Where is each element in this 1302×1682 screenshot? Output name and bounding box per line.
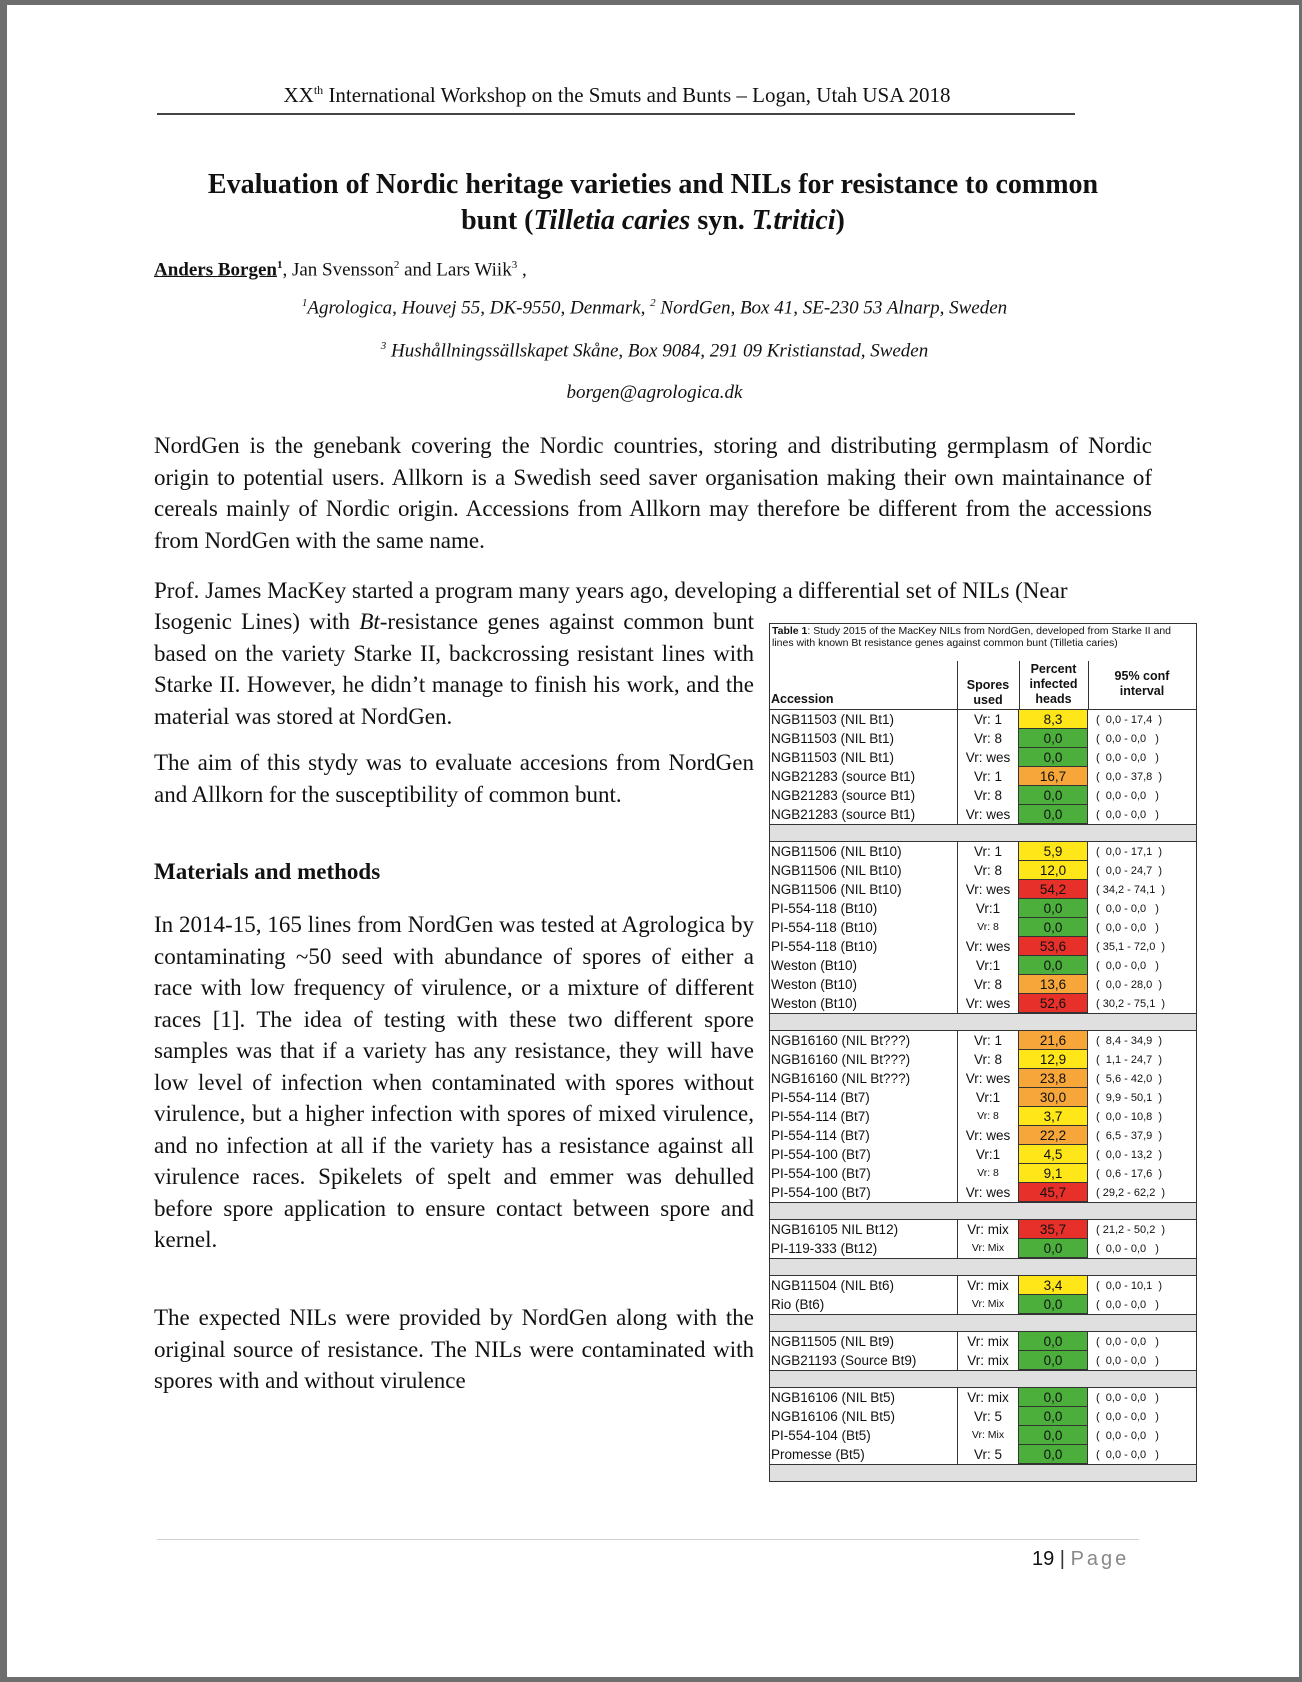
- cell-spores: Vr: 8: [957, 1107, 1019, 1126]
- cell-accession: Rio (Bt6): [771, 1297, 825, 1312]
- table-row: [770, 767, 1196, 786]
- table-row: [770, 710, 1196, 729]
- cell-accession: NGB11503 (NIL Bt1): [771, 712, 895, 727]
- cell-accession: NGB16160 (NIL Bt???): [771, 1071, 911, 1086]
- cell-percent: 52,6: [1019, 994, 1088, 1013]
- table-row: [770, 842, 1196, 861]
- cell-percent: 53,6: [1019, 937, 1088, 956]
- paragraph-aim: The aim of this stydy was to evaluate accesions from NordGen and Allkorn for the susceptibility of common bunt.: [154, 750, 754, 807]
- table-row: [770, 1276, 1196, 1295]
- cell-spores: Vr:1: [957, 899, 1019, 918]
- cell-accession: NGB11506 (NIL Bt10): [771, 863, 902, 878]
- paper-title: [157, 167, 1149, 239]
- cell-percent: 5,9: [1019, 842, 1088, 861]
- table-row: [770, 1107, 1196, 1126]
- paragraph-intro: NordGen is the genebank covering the Nordic countries, storing and distributing germplasm of Nordic origin to potential users. Allkorn is a Swedish seed saver organisation making their own maintainance of cereals mainly of Nordic origin. Accessions from Allkorn may therefore be different from the accessions from NordGen with the same name.: [154, 433, 1152, 553]
- cell-conf-interval: ( 0,0 - 0,0 ): [1096, 959, 1159, 972]
- cell-accession: PI-554-100 (Bt7): [771, 1166, 871, 1181]
- cell-spores: Vr: mix: [957, 1351, 1019, 1370]
- cell-spores: Vr: wes: [957, 748, 1019, 767]
- cell-accession: Weston (Bt10): [771, 958, 858, 973]
- results-table: [769, 623, 1197, 1482]
- cell-accession: NGB16105 NIL Bt12): [771, 1222, 899, 1237]
- header-text-rest: International Workshop on the Smuts and Bunts – Logan, Utah USA 2018: [323, 83, 951, 107]
- cell-percent: 0,0: [1019, 1445, 1088, 1464]
- table-row: [770, 1351, 1196, 1370]
- cell-accession: PI-554-100 (Bt7): [771, 1185, 871, 1200]
- cell-spores: Vr: mix: [957, 1220, 1019, 1239]
- cell-spores: Vr: wes: [957, 880, 1019, 899]
- cell-percent: 0,0: [1019, 956, 1088, 975]
- cell-conf-interval: ( 0,0 - 0,0 ): [1096, 808, 1159, 821]
- table-group-separator: [769, 824, 1197, 842]
- cell-percent: 45,7: [1019, 1183, 1088, 1202]
- table-row: [770, 729, 1196, 748]
- table-group-separator: [769, 1258, 1197, 1276]
- cell-conf-interval: ( 0,0 - 17,4 ): [1096, 713, 1163, 726]
- cell-conf-interval: ( 30,2 - 75,1 ): [1096, 997, 1166, 1010]
- cell-conf-interval: ( 0,0 - 13,2 ): [1096, 1148, 1163, 1161]
- table-row: [770, 1407, 1196, 1426]
- cell-percent: 0,0: [1019, 1426, 1088, 1445]
- table-row: [770, 994, 1196, 1013]
- cell-spores: Vr: Mix: [957, 1239, 1019, 1258]
- cell-spores: Vr: 5: [957, 1407, 1019, 1426]
- cell-percent: 0,0: [1019, 1332, 1088, 1351]
- footer-divider: [157, 1539, 1139, 1540]
- title-line-1: Evaluation of Nordic heritage varieties and NILs for resistance to common: [207, 169, 1099, 200]
- cell-percent: 0,0: [1019, 748, 1088, 767]
- cell-accession: PI-554-104 (Bt5): [771, 1428, 871, 1443]
- table-row: [770, 1069, 1196, 1088]
- cell-percent: 21,6: [1019, 1031, 1088, 1050]
- table-row: [770, 1239, 1196, 1258]
- cell-accession: PI-119-333 (Bt12): [771, 1241, 878, 1256]
- cell-accession: NGB11504 (NIL Bt6): [771, 1278, 895, 1293]
- cell-percent: 0,0: [1019, 805, 1088, 824]
- paragraph-methods: In 2014-15, 165 lines from NordGen was tested at Agrologica by contaminating ~50 seed with abundance of spores of either a race with low frequency of virulence, or a mixture of different races [1]. The idea of testing with these two different spore samples was that if a variety has any resistance, they will have low level of infection when contaminated with spores without virulence, but a higher infection with spores of mixed virulence, and no infection at all if the variety has a resistance against all virulence races. Spikelets of spelt and emmer was dehulled before spore application to ensure contact between spore and kernel.: [154, 912, 754, 1252]
- document-page: [7, 5, 1299, 1677]
- cell-spores: Vr: 8: [957, 861, 1019, 880]
- cell-percent: 13,6: [1019, 975, 1088, 994]
- cell-conf-interval: ( 0,0 - 17,1 ): [1096, 845, 1163, 858]
- table-row: [770, 1050, 1196, 1069]
- author-list: Anders Borgen$^1$, Jan Svensson$^2$ and Lars Wiik$^3$ ,: [154, 259, 527, 281]
- cell-spores: Vr: 1: [957, 710, 1019, 729]
- table-row: [770, 1220, 1196, 1239]
- cell-conf-interval: ( 0,0 - 0,0 ): [1096, 1448, 1159, 1461]
- cell-percent: 4,5: [1019, 1145, 1088, 1164]
- table-row: [770, 1088, 1196, 1107]
- title-line-2: bunt (Tilletia caries syn. T.tritici): [461, 205, 845, 236]
- cell-spores: Vr:1: [957, 1145, 1019, 1164]
- cell-conf-interval: ( 0,0 - 0,0 ): [1096, 921, 1159, 934]
- cell-accession: NGB11503 (NIL Bt1): [771, 750, 895, 765]
- cell-conf-interval: ( 6,5 - 37,9 ): [1096, 1129, 1163, 1142]
- cell-accession: PI-554-100 (Bt7): [771, 1147, 871, 1162]
- table-row: [770, 1164, 1196, 1183]
- cell-accession: PI-554-118 (Bt10): [771, 920, 878, 935]
- table-group: [769, 1031, 1197, 1202]
- cell-accession: NGB16160 (NIL Bt???): [771, 1052, 911, 1067]
- cell-conf-interval: ( 0,0 - 0,0 ): [1096, 1298, 1159, 1311]
- cell-spores: Vr: 8: [957, 918, 1019, 937]
- cell-conf-interval: ( 35,1 - 72,0 ): [1096, 940, 1166, 953]
- page-label: Page: [1070, 1548, 1130, 1570]
- running-header: [157, 83, 1077, 108]
- cell-percent: 0,0: [1019, 1407, 1088, 1426]
- cell-percent: 0,0: [1019, 1388, 1088, 1407]
- cell-conf-interval: ( 0,0 - 0,0 ): [1096, 1354, 1159, 1367]
- cell-conf-interval: ( 0,0 - 10,8 ): [1096, 1110, 1163, 1123]
- cell-accession: NGB11505 (NIL Bt9): [771, 1334, 895, 1349]
- cell-conf-interval: ( 0,0 - 0,0 ): [1096, 732, 1159, 745]
- cell-percent: 0,0: [1019, 899, 1088, 918]
- table-group: [769, 1388, 1197, 1464]
- cell-spores: Vr: 1: [957, 767, 1019, 786]
- cell-spores: Vr: wes: [957, 805, 1019, 824]
- table-row: [770, 1183, 1196, 1202]
- cell-spores: Vr: 5: [957, 1445, 1019, 1464]
- cell-accession: NGB16160 (NIL Bt???): [771, 1033, 911, 1048]
- cell-spores: Vr: 1: [957, 842, 1019, 861]
- cell-accession: NGB21283 (source Bt1): [771, 769, 916, 784]
- table-row: [770, 1445, 1196, 1464]
- table-group-separator: [769, 1314, 1197, 1332]
- header-divider: [157, 113, 1075, 115]
- cell-spores: Vr: wes: [957, 1183, 1019, 1202]
- table-row: [770, 1126, 1196, 1145]
- cell-percent: 0,0: [1019, 1351, 1088, 1370]
- cell-percent: 22,2: [1019, 1126, 1088, 1145]
- cell-accession: PI-554-118 (Bt10): [771, 939, 878, 954]
- table-row: [770, 1426, 1196, 1445]
- cell-accession: PI-554-118 (Bt10): [771, 901, 878, 916]
- cell-percent: 16,7: [1019, 767, 1088, 786]
- cell-conf-interval: ( 34,2 - 74,1 ): [1096, 883, 1166, 896]
- cell-conf-interval: ( 0,0 - 0,0 ): [1096, 902, 1159, 915]
- section-heading: Materials and methods: [154, 859, 381, 884]
- cell-percent: 12,0: [1019, 861, 1088, 880]
- cell-accession: NGB11506 (NIL Bt10): [771, 844, 902, 859]
- table-row: [770, 861, 1196, 880]
- author-2: , Jan Svensson: [282, 259, 394, 281]
- cell-conf-interval: ( 0,0 - 0,0 ): [1096, 1391, 1159, 1404]
- header-spores: Spores used: [966, 678, 1010, 707]
- header-text: XX: [283, 83, 314, 107]
- header-accession: Accession: [771, 692, 834, 706]
- cell-spores: Vr:1: [957, 956, 1019, 975]
- header-percent: Percent infected heads: [1029, 662, 1078, 706]
- cell-percent: 8,3: [1019, 710, 1088, 729]
- paragraph-nils: The expected NILs were provided by NordGen along with the original source of resistance. The NILs were contaminated with spores with and without virulence: [154, 1305, 754, 1393]
- page-footer: 19 | Page: [1032, 1548, 1130, 1570]
- cell-accession: NGB21193 (Source Bt9): [771, 1353, 917, 1368]
- cell-spores: Vr: 8: [957, 729, 1019, 748]
- cell-conf-interval: ( 0,0 - 0,0 ): [1096, 1335, 1159, 1348]
- cell-percent: 23,8: [1019, 1069, 1088, 1088]
- cell-spores: Vr: Mix: [957, 1426, 1019, 1445]
- paragraph-mackey-cont: Isogenic Lines) with Bt-resistance genes against common bunt based on the variety Starke II, backcrossing resistant lines with Starke II. However, he didn’t manage to finish his work, and the material was stored at NordGen.: [154, 609, 754, 729]
- cell-conf-interval: ( 0,0 - 24,7 ): [1096, 864, 1163, 877]
- table-body: [769, 710, 1197, 1482]
- cell-spores: Vr: wes: [957, 1126, 1019, 1145]
- table-group: [769, 842, 1197, 1013]
- table-row: [770, 975, 1196, 994]
- table-row: [770, 1031, 1196, 1050]
- affiliation-line-2: $^3$ Hushållningssällskapet Skåne, Box 9084, 291 09 Kristianstad, Sweden: [380, 340, 929, 362]
- cell-percent: 0,0: [1019, 918, 1088, 937]
- table-row: [770, 918, 1196, 937]
- cell-conf-interval: ( 9,9 - 50,1 ): [1096, 1091, 1163, 1104]
- cell-conf-interval: ( 0,6 - 17,6 ): [1096, 1167, 1163, 1180]
- cell-accession: Weston (Bt10): [771, 977, 858, 992]
- table-row: [770, 1332, 1196, 1351]
- cell-conf-interval: ( 1,1 - 24,7 ): [1096, 1053, 1163, 1066]
- cell-percent: 0,0: [1019, 729, 1088, 748]
- table-group-separator: [769, 1013, 1197, 1031]
- cell-conf-interval: ( 0,0 - 0,0 ): [1096, 1429, 1159, 1442]
- cell-spores: Vr: wes: [957, 937, 1019, 956]
- table-group: [769, 1220, 1197, 1258]
- cell-percent: 3,7: [1019, 1107, 1088, 1126]
- table-row: [770, 748, 1196, 767]
- table-row: [770, 937, 1196, 956]
- table-group-separator: [769, 1370, 1197, 1388]
- cell-percent: 0,0: [1019, 1239, 1088, 1258]
- cell-accession: NGB21283 (source Bt1): [771, 807, 916, 822]
- cell-conf-interval: ( 5,6 - 42,0 ): [1096, 1072, 1163, 1085]
- table-row: [770, 786, 1196, 805]
- table-header-row: [769, 661, 1197, 710]
- cell-spores: Vr: 8: [957, 786, 1019, 805]
- cell-accession: NGB21283 (source Bt1): [771, 788, 916, 803]
- cell-percent: 35,7: [1019, 1220, 1088, 1239]
- cell-conf-interval: ( 21,2 - 50,2 ): [1096, 1223, 1166, 1236]
- author-1: Anders Borgen: [154, 259, 277, 281]
- cell-accession: NGB11503 (NIL Bt1): [771, 731, 895, 746]
- cell-percent: 0,0: [1019, 786, 1088, 805]
- cell-spores: Vr: Mix: [957, 1295, 1019, 1314]
- cell-accession: Promesse (Bt5): [771, 1447, 865, 1462]
- cell-accession: PI-554-114 (Bt7): [771, 1128, 870, 1143]
- cell-conf-interval: ( 0,0 - 0,0 ): [1096, 789, 1159, 802]
- cell-spores: Vr: 8: [957, 1050, 1019, 1069]
- cell-conf-interval: ( 8,4 - 34,9 ): [1096, 1034, 1163, 1047]
- cell-percent: 30,0: [1019, 1088, 1088, 1107]
- table-row: [770, 1145, 1196, 1164]
- cell-conf-interval: ( 0,0 - 28,0 ): [1096, 978, 1163, 991]
- contact-email[interactable]: borgen@agrologica.dk: [566, 382, 743, 403]
- cell-spores: Vr: wes: [957, 994, 1019, 1013]
- table-group: [769, 1332, 1197, 1370]
- table-group: [769, 1276, 1197, 1314]
- cell-conf-interval: ( 29,2 - 62,2 ): [1096, 1186, 1166, 1199]
- cell-conf-interval: ( 0,0 - 0,0 ): [1096, 1410, 1159, 1423]
- cell-conf-interval: ( 0,0 - 10,1 ): [1096, 1279, 1163, 1292]
- cell-accession: PI-554-114 (Bt7): [771, 1109, 870, 1124]
- cell-spores: Vr: mix: [957, 1276, 1019, 1295]
- cell-percent: 0,0: [1019, 1295, 1088, 1314]
- header-conf-interval: 95% conf interval: [1114, 669, 1170, 698]
- table-row: [770, 805, 1196, 824]
- cell-conf-interval: ( 0,0 - 0,0 ): [1096, 751, 1159, 764]
- cell-spores: Vr: 8: [957, 975, 1019, 994]
- table-row: [770, 1295, 1196, 1314]
- cell-percent: 3,4: [1019, 1276, 1088, 1295]
- table-group: [769, 710, 1197, 824]
- paragraph-mackey-line-1: Prof. James MacKey started a program many years ago, developing a differential set of NILs (Near: [154, 578, 1068, 603]
- cell-spores: Vr: mix: [957, 1332, 1019, 1351]
- cell-spores: Vr: 8: [957, 1164, 1019, 1183]
- cell-accession: NGB11506 (NIL Bt10): [771, 882, 902, 897]
- affiliation-line-1: $^1$Agrologica, Houvej 55, DK-9550, Denmark, $^2$ NordGen, Box 41, SE-230 53 Alnarp, Sweden: [301, 297, 1008, 319]
- cell-conf-interval: ( 0,0 - 37,8 ): [1096, 770, 1163, 783]
- cell-spores: Vr:1: [957, 1088, 1019, 1107]
- cell-percent: 12,9: [1019, 1050, 1088, 1069]
- cell-accession: Weston (Bt10): [771, 996, 858, 1011]
- cell-spores: Vr: wes: [957, 1069, 1019, 1088]
- author-3: and Lars Wiik: [399, 259, 512, 281]
- table-row: [770, 880, 1196, 899]
- table-row: [770, 956, 1196, 975]
- cell-spores: Vr: mix: [957, 1388, 1019, 1407]
- table-group-separator: [769, 1464, 1197, 1482]
- page-number: 19: [1032, 1548, 1055, 1570]
- table-row: [770, 1388, 1196, 1407]
- header-superscript: th: [313, 83, 324, 97]
- cell-accession: PI-554-114 (Bt7): [771, 1090, 870, 1105]
- cell-percent: 9,1: [1019, 1164, 1088, 1183]
- cell-accession: NGB16106 (NIL Bt5): [771, 1390, 896, 1405]
- cell-spores: Vr: 1: [957, 1031, 1019, 1050]
- cell-percent: 54,2: [1019, 880, 1088, 899]
- cell-conf-interval: ( 0,0 - 0,0 ): [1096, 1242, 1159, 1255]
- table-caption: Table 1: Study 2015 of the MacKey NILs from NordGen, developed from Starke II and lines with known Bt resistance genes against common bunt (Tilletia caries): [769, 623, 1197, 661]
- table-row: [770, 899, 1196, 918]
- cell-accession: NGB16106 (NIL Bt5): [771, 1409, 896, 1424]
- table-group-separator: [769, 1202, 1197, 1220]
